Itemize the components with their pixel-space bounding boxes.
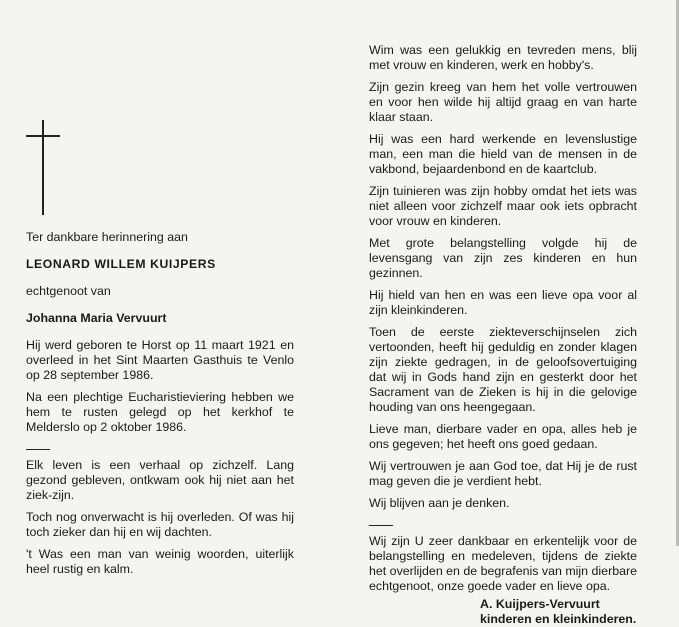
memory-paragraph: Wim was een gelukkig en tevreden mens, blij met vrouw en kinderen, werk en hobby's. [369, 43, 637, 72]
cross-horizontal-bar [26, 135, 60, 137]
memory-paragraph: Hij was een hard werkende en levenslustige man, een man die hield van de mensen in de vakbond, bejaardenbond en de kaartclub. [369, 132, 637, 176]
intro-text: Ter dankbare herinnering aan [26, 230, 188, 244]
reflection-paragraph: Elk leven is een verhaal op zichzelf. Lang gezond gebleven, ontkwam ook hij niet aan het ziek-zijn. [26, 458, 294, 502]
memory-paragraph: Toen de eerste ziekteverschijnselen zich vertoonden, heeft hij geduldig en zonder klagen zijn ziekte gedragen, in de geloofsovertuiging dat wij in Gods hand zijn en gesterkt door het Sacrament van de Zieken is hij in die gelovige houding van ons heengegaan. [369, 325, 637, 414]
signature-name: A. Kuijpers-Vervuurt [480, 597, 600, 611]
left-column [26, 230, 294, 584]
memory-paragraph: Zijn gezin kreeg van hem het volle vertrouwen en voor hen wilde hij altijd graag en van harte klaar staan. [369, 80, 637, 124]
right-column [369, 43, 637, 627]
reflection-paragraph: Toch nog onverwacht is hij overleden. Of was hij toch zieker dan hij en wij dachten. [26, 510, 294, 539]
birth-death-paragraph: Hij werd geboren te Horst op 11 maart 1921 en overleed in het Sint Maarten Gasthuis te Venlo op 28 september 1986. [26, 338, 294, 382]
spouse-name: Johanna Maria Vervuurt [26, 311, 167, 325]
memory-paragraph: Zijn tuinieren was zijn hobby omdat het iets was niet alleen voor zichzelf maar ook iets opbracht voor vrouw en kinderen. [369, 184, 637, 228]
memory-paragraph: Hij hield van hen en was een lieve opa voor al zijn kleinkinderen. [369, 288, 637, 317]
memory-paragraph: Wij blijven aan je denken. [369, 496, 510, 510]
burial-paragraph: Na een plechtige Eucharistieviering hebben we hem te rusten gelegd op het kerkhof te Melderslo op 2 oktober 1986. [26, 390, 294, 434]
relation-text: echtgenoot van [26, 284, 111, 298]
divider [26, 449, 50, 450]
reflection-paragraph: 't Was een man van weinig woorden, uiterlijk heel rustig en kalm. [26, 547, 294, 576]
memory-paragraph: Met grote belangstelling volgde hij de levensgang van zijn zes kinderen en hun gezinnen. [369, 236, 637, 280]
memory-paragraph: Lieve man, dierbare vader en opa, alles heb je ons gegeven; het heeft ons goed gedaan. [369, 422, 637, 451]
divider [369, 525, 393, 526]
signature-family: kinderen en kleinkinderen. [480, 612, 637, 626]
memory-paragraph: Wij vertrouwen je aan God toe, dat Hij je de rust mag geven die je verdient hebt. [369, 459, 637, 488]
thanks-paragraph: Wij zijn U zeer dankbaar en erkentelijk voor de belangstelling en medeleven, tijdens de ziekte het overlijden en de begrafenis van mijn dierbare echtgenoot, onze goede vader en lieve opa. [369, 534, 637, 593]
deceased-name: LEONARD WILLEM KUIJPERS [26, 257, 216, 271]
